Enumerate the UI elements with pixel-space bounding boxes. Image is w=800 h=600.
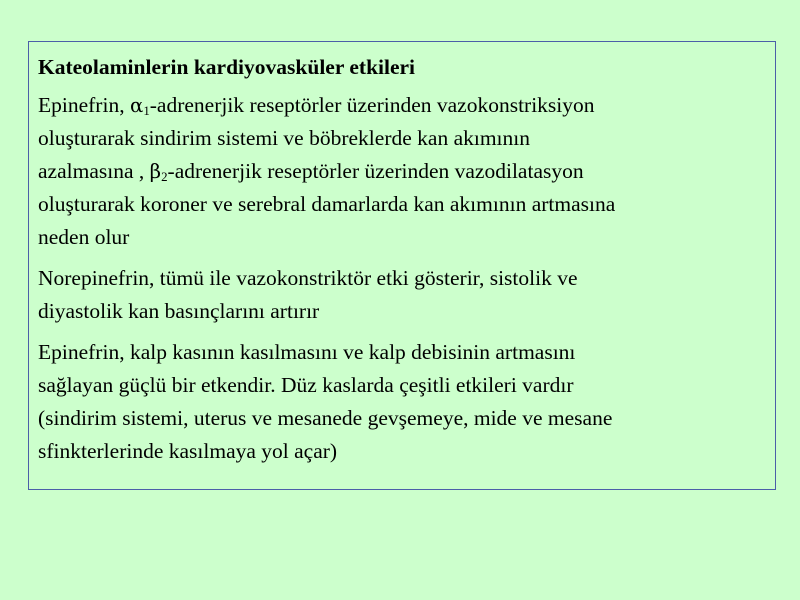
text-line: (sindirim sistemi, uterus ve mesanede gevşemeye, mide ve mesane — [38, 406, 613, 430]
subscript: 1 — [143, 104, 150, 119]
alpha-symbol: α — [129, 94, 144, 117]
paragraph-epinefrin-cardiac — [38, 336, 766, 468]
beta-symbol: β — [149, 160, 162, 183]
subscript: 2 — [161, 170, 168, 185]
paragraph-norepinefrin — [38, 262, 766, 328]
text-line: sfinkterlerinde kasılmaya yol açar) — [38, 439, 338, 463]
text-line: Epinefrin, kalp kasının kasılmasını ve kalp debisinin artmasını — [38, 340, 576, 364]
text-line — [38, 89, 766, 122]
text-line: neden olur — [38, 225, 130, 249]
text-line: sağlayan güçlü bir etkendir. Düz kaslarda çeşitli etkileri vardır — [38, 373, 574, 397]
text-segment: Epinefrin, — [38, 93, 130, 117]
text-line: oluşturarak koroner ve serebral damarlarda kan akımının artmasına — [38, 192, 616, 216]
text-segment: -adrenerjik reseptörler üzerinden vazodilatasyon — [167, 159, 584, 183]
text-line: oluşturarak sindirim sistemi ve böbreklerde kan akımının — [38, 126, 531, 150]
text-box — [28, 41, 776, 490]
slide-title: Kateolaminlerin kardiyovasküler etkileri — [38, 55, 416, 79]
paragraph-epinefrin-vascular — [38, 89, 766, 254]
text-line: Norepinefrin, tümü ile vazokonstriktör etki gösterir, sistolik ve — [38, 266, 578, 290]
text-segment: -adrenerjik reseptörler üzerinden vazokonstriksiyon — [149, 93, 595, 117]
text-segment: azalmasına , — [38, 159, 150, 183]
text-line — [38, 155, 766, 188]
text-line: diyastolik kan basınçlarını artırır — [38, 299, 320, 323]
